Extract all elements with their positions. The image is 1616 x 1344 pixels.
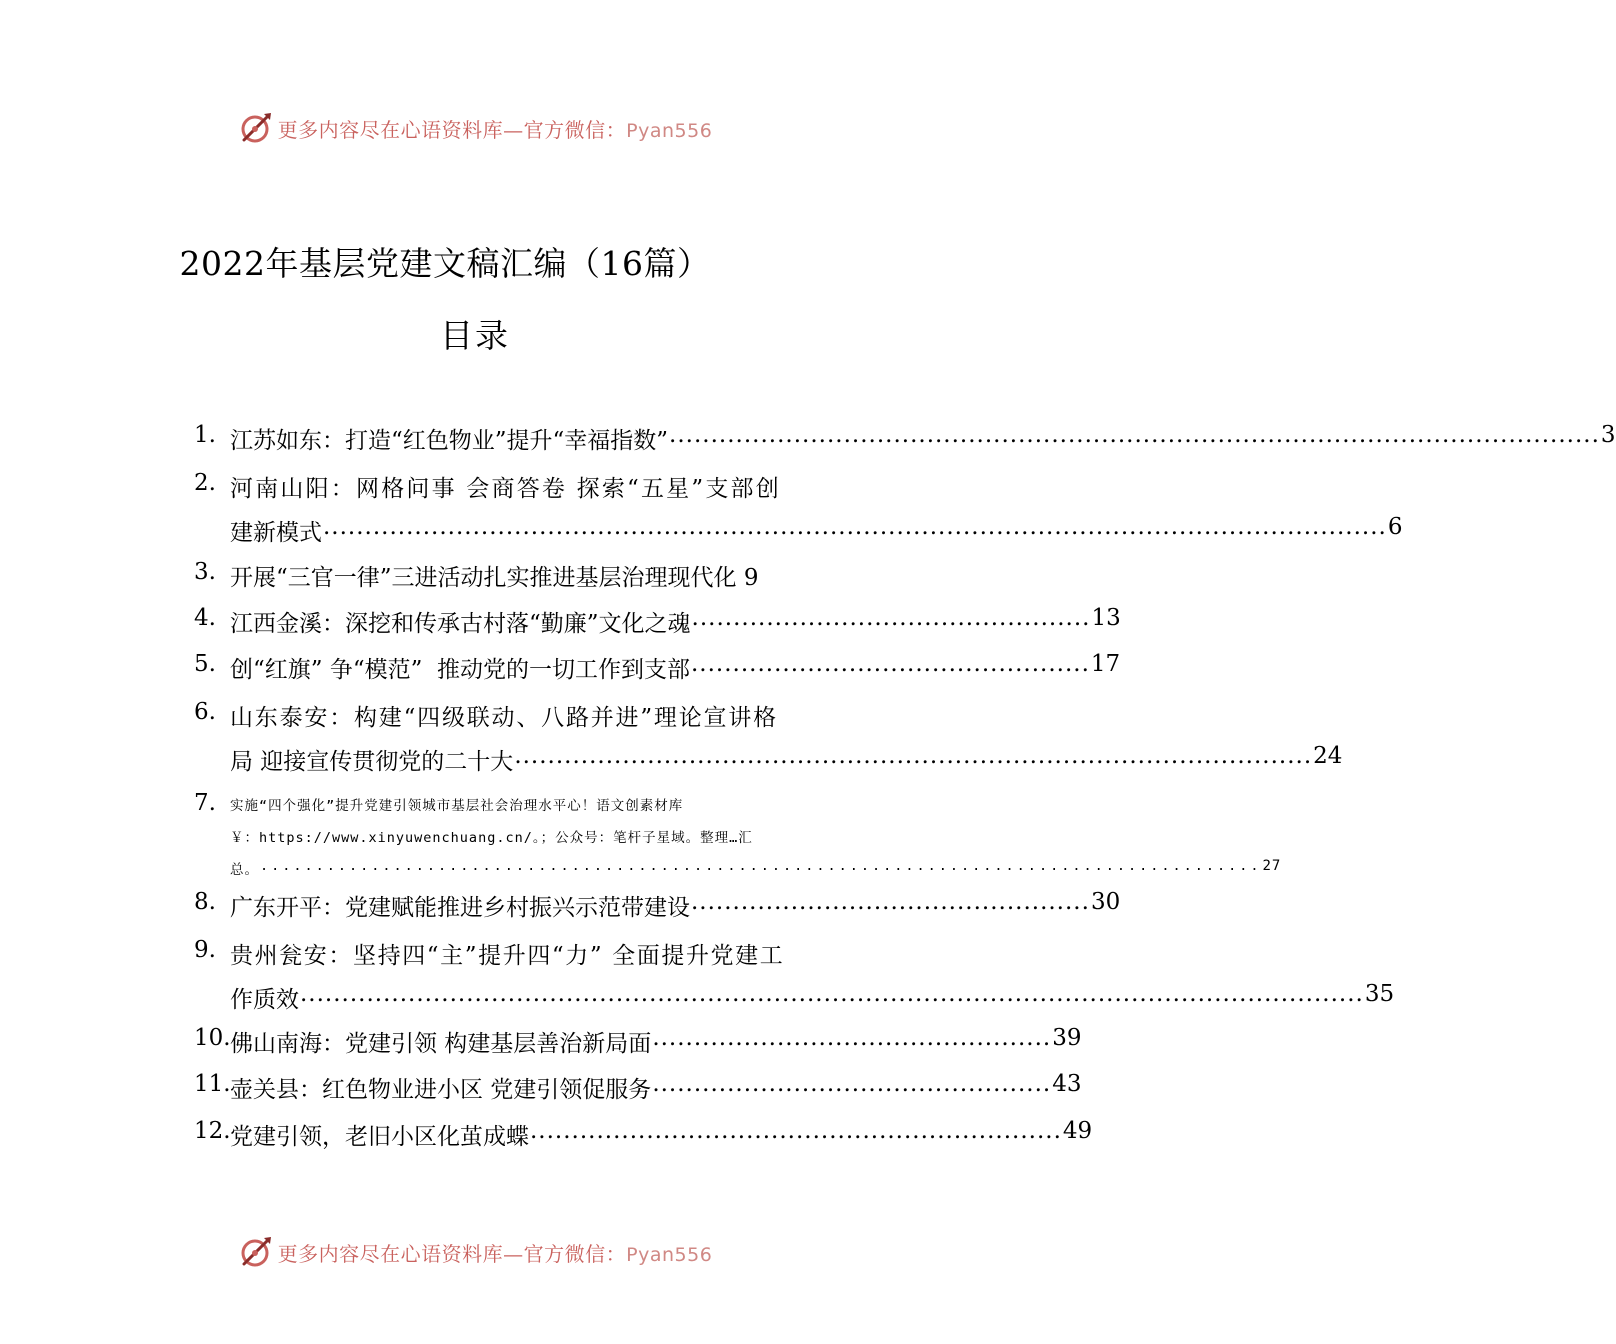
toc-page-number: 27 [1262,858,1282,874]
toc-page-number: 43 [1052,1071,1082,1097]
toc-page-number: 49 [1062,1118,1093,1144]
toc-page-number: 17 [1090,651,1121,677]
toc-entry-title: 党建引领，老旧小区化茧成蝶 [230,1124,529,1150]
leader-dots: ................................................ [652,1071,1052,1097]
toc-entry-title: 壶关县：红色物业进小区 党建引领促服务 [230,1077,652,1103]
toc-entry-title: 贵州瓮安：坚持四“主”提升四“力” 全面提升党建工 [230,943,785,969]
document-title: 2022年基层党建文稿汇编（16篇） [179,244,711,283]
toc-entry-title: 佛山南海：党建引领 构建基层善治新局面 [230,1031,652,1057]
toc-entry-title-cont: 总。 [230,862,259,878]
toc-page-number: 3 [1600,422,1616,448]
toc-entry-title: 河南山阳：网格问事 会商答卷 探索“五星”支部创 [230,476,781,502]
toc-page-number: 24 [1313,743,1343,769]
leader-dots: ................................................................ [530,1118,1062,1144]
toc-entry-title: 创“红旗” 争“模范” 推动党的一切工作到支部 [230,657,690,683]
leader-dots: ................................................................................................................................ [323,514,1387,540]
leader-dots: ................................................................................................................................ [300,981,1364,1007]
watermark-footer [0,1232,950,1272]
leader-dots: ................................................................................................................ [669,422,1600,448]
toc-page-number: 13 [1091,605,1121,631]
watermark-text: 更多内容尽在心语资料库—官方微信：Pyan556 [277,117,713,142]
watermark-text: 更多内容尽在心语资料库—官方微信：Pyan556 [277,1241,713,1266]
toc-entry-title: 江苏如东：打造“红色物业”提升“幸福指数” [230,428,669,454]
toc-heading: 目录 [440,316,510,355]
leader-dots: ................................................ [652,1025,1052,1051]
watermark-header [0,108,950,148]
toc-page-number: 39 [1052,1025,1082,1051]
toc-entry-title: 实施“四个强化”提升党建引领城市基层社会治理水平心！语文创素材库 [230,798,684,814]
leader-dots: ................................................ [690,651,1090,677]
toc-entry-title: 开展“三官一律”三进活动扎实推进基层治理现代化 9 [230,565,759,591]
leader-dots: .......................................................................................... [260,858,1262,874]
toc-entry-title: 江西金溪：深挖和传承古村落“勤廉”文化之魂 [230,611,691,637]
toc-entry-title-cont: 建新模式 [230,520,322,546]
toc-page-number: 30 [1090,889,1121,915]
pen-logo-icon [238,110,274,146]
toc-page-number: 6 [1387,514,1403,540]
toc-entry-title: 山东泰安：构建“四级联动、八路并进”理论宣讲格 [230,705,778,731]
pen-logo-icon [238,1234,274,1270]
toc-entry-title: 广东开平：党建赋能推进乡村振兴示范带建设 [230,895,690,921]
toc-entry-title-cont: ￥：https://www.xinyuwenchuang.cn/。；公众号：笔杆子星域。整理…汇 [230,830,753,846]
leader-dots: ................................................ [691,605,1091,631]
toc-entry-title-cont: 作质效 [230,987,299,1013]
leader-dots: ................................................ [691,889,1090,915]
leader-dots: ................................................................................................ [514,743,1313,769]
toc-page-number: 35 [1364,981,1395,1007]
toc-entry-title-cont: 局 迎接宣传贯彻党的二十大 [230,749,514,775]
